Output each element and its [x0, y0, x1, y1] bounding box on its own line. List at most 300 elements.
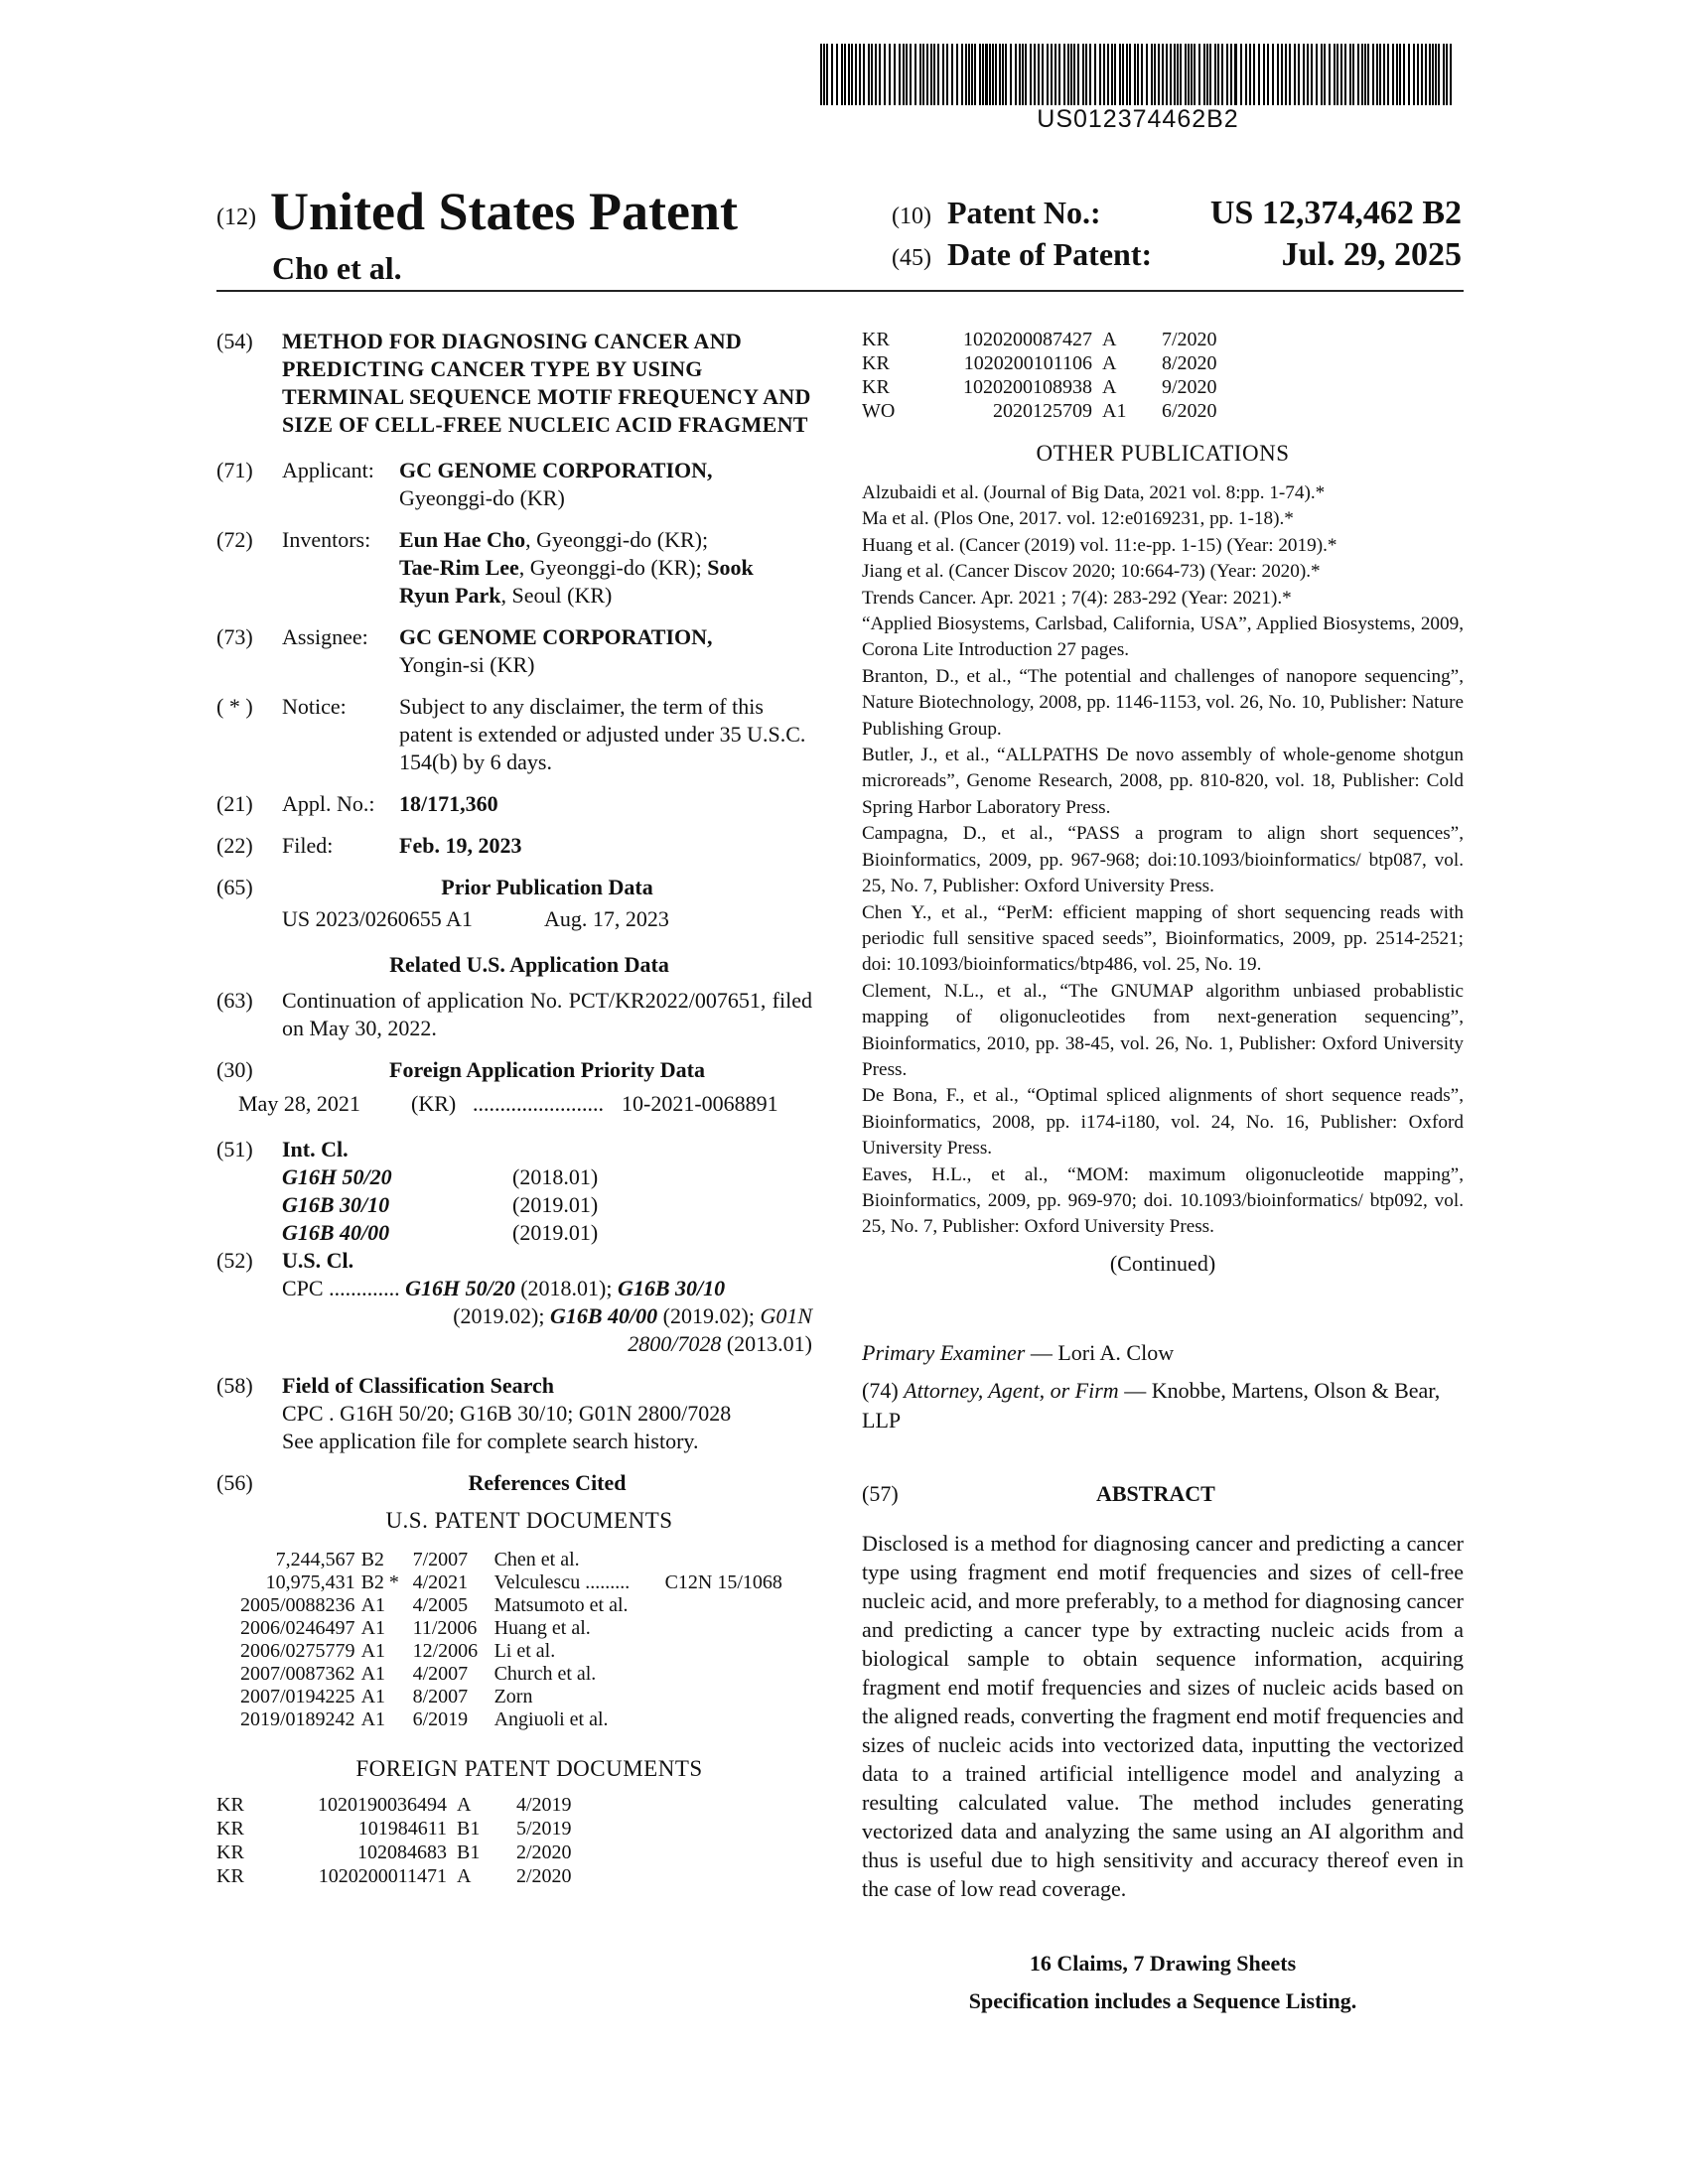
barcode-bar: [1122, 44, 1124, 105]
code-22: (22): [216, 833, 253, 858]
patent-type-title: United States Patent: [269, 182, 738, 241]
barcode-bar: [1321, 44, 1323, 105]
ref-date: 5/2019: [516, 1818, 572, 1840]
barcode-bar: [1399, 44, 1401, 105]
barcode-bar: [1221, 44, 1223, 105]
barcode-bar: [1209, 44, 1211, 105]
claims-summary: 16 Claims, 7 Drawing Sheets: [1029, 1950, 1297, 1976]
ref-kind: A: [1102, 376, 1117, 398]
barcode-bar: [1170, 44, 1172, 105]
table-row: [216, 1864, 572, 1888]
barcode-bar: [1417, 44, 1419, 105]
ref-kind: A: [1102, 329, 1117, 350]
ref-date: 6/2020: [1162, 400, 1217, 422]
ref-number: 2007/0087362: [240, 1663, 355, 1685]
ref-kind: B2 *: [360, 1571, 399, 1593]
ref-number: 2020125709: [993, 400, 1092, 422]
list-item: “Applied Biosystems, Carlsbad, California, USA”, Applied Biosystems, 2009, Corona Lite Introduction 27 pages.: [862, 614, 1464, 661]
filed-label: Filed:: [282, 833, 334, 858]
header-right: [892, 195, 1462, 278]
code-21: (21): [216, 791, 253, 816]
barcode-bar: [841, 44, 843, 105]
barcode-bar: [1185, 44, 1187, 105]
cpc-dots: .............: [329, 1276, 400, 1300]
ref-name: Chen et al.: [493, 1549, 580, 1570]
code-notice: ( * ): [216, 694, 253, 719]
inventor-3-b: Ryun Park: [399, 583, 501, 608]
barcode-bar: [1285, 44, 1287, 105]
list-item: Chen Y., et al., “PerM: efficient mapping of short sequencing reads with periodic full sensitive spaced seeds”, Bioinformatics, 2009, pp. 2514-2521; doi: 10.1093/bioinformatics/btp486, vol. 25, No. 19.: [862, 901, 1464, 976]
priority-date: May 28, 2021: [238, 1091, 360, 1116]
barcode-bar: [965, 44, 967, 105]
barcode-bar: [1403, 44, 1405, 105]
barcode-bar: [1154, 44, 1156, 105]
barcode-bar: [855, 44, 857, 105]
barcode-bar: [956, 44, 958, 105]
sequence-listing-note: Specification includes a Sequence Listing.: [968, 1987, 1357, 2013]
barcode-bar: [1058, 44, 1060, 105]
barcode-bar: [1126, 44, 1128, 105]
table-row: [240, 1617, 788, 1640]
assignee-location: Yongin-si (KR): [399, 652, 535, 677]
table-row: [240, 1708, 788, 1731]
barcode-bar: [1051, 44, 1053, 105]
inventors: [399, 526, 812, 610]
attorney-label: Attorney, Agent, or Firm: [904, 1377, 1119, 1403]
barcode-bar: [926, 44, 928, 105]
barcode-bar: [1082, 44, 1084, 105]
barcode-bar: [1340, 44, 1342, 105]
field-63: [216, 987, 812, 1042]
barcode-bar: [868, 44, 870, 105]
ref-name: Angiuoli et al.: [493, 1708, 609, 1730]
ref-class: [665, 1663, 788, 1686]
int-cl-version: (2018.01): [512, 1164, 599, 1189]
barcode-bar: [992, 44, 994, 105]
inventor-1: Eun Hae Cho: [399, 527, 526, 552]
barcode-bar: [1383, 44, 1385, 105]
ref-number: 7,244,567: [275, 1549, 355, 1570]
code-74: (74): [862, 1377, 899, 1403]
prior-pub-heading: Prior Publication Data: [441, 875, 653, 899]
table-row: [862, 399, 1217, 423]
int-cl-version: (2019.01): [512, 1220, 599, 1245]
barcode-bar: [1446, 44, 1448, 105]
ref-country: KR: [862, 329, 890, 350]
barcode-bar: [884, 44, 886, 105]
barcode-bar: [1070, 44, 1072, 105]
code-54: (54): [216, 329, 253, 353]
ref-number: 2006/0246497: [240, 1617, 355, 1639]
ref-number: 1020190036494: [318, 1794, 447, 1816]
barcode-bar: [863, 44, 865, 105]
barcode-bar: [1413, 44, 1415, 105]
appl-no: 18/171,360: [399, 791, 498, 816]
ref-number: 1020200011471: [318, 1865, 447, 1887]
list-item: Clement, N.L., et al., “The GNUMAP algorithm unbiased probablistic mapping of oligonucleotides from next-generation sequencing”, Bioinformatics, 2010, pp. 38-45, vol. 26, No. 1, Publisher: Oxford University Press.: [862, 980, 1464, 1080]
barcode-bar: [1289, 44, 1291, 105]
int-cl-row: [282, 1163, 812, 1191]
authors: Cho et al.: [272, 249, 402, 286]
table-row: [240, 1594, 788, 1617]
field-58: [216, 1372, 812, 1455]
barcode-bar: [1263, 44, 1265, 105]
barcode-bar: [1387, 44, 1389, 105]
barcode-number: US012374462B2: [1037, 105, 1239, 133]
list-item: Branton, D., et al., “The potential and challenges of nanopore sequencing”, Nature Biotechnology, 2008, pp. 1146-1153, vol. 26, No. 10, Publisher: Nature Publishing Group.: [862, 665, 1464, 740]
int-cl-row: [282, 1219, 812, 1247]
inventor-2: Tae-Rim Lee: [399, 555, 519, 580]
abstract-text: Disclosed is a method for diagnosing cancer and predicting a cancer type using fragment end motif frequencies and sizes of cell-free nucleic acid, and more preferably, to a method for diagnosing cancer and predicting a cancer type by extracting nucleic acids from a biological sample to obtain sequence information, acquiring fragment end motif frequencies and sizes of nucleic acids based on the aligned reads, converting the fragment end motif frequencies and sizes of nucleic acids into vectorized data, inputting the vectorized data to a trained artificial intelligence model and analyzing a resulting calculated value. The method includes generating vectorized data and analyzing the same using an AI algorithm and thus is useful due to high sensitivity and accuracy thereof even in the case of low read coverage.: [862, 1530, 1464, 1901]
barcode-bar: [1249, 44, 1251, 105]
foreign-docs-table-cont: [862, 328, 1217, 423]
ref-date: 12/2006: [412, 1640, 479, 1662]
list-item: Campagna, D., et al., “PASS a program to align short sequences”, Bioinformatics, 2009, pp. 967-968; doi:10.1093/bioinformatics/ btp087, vol. 25, No. 7, Publisher: Oxford University Press.: [862, 823, 1464, 897]
barcode-bar: [1203, 44, 1205, 105]
barcode-bar: [910, 44, 912, 105]
patent-number: US 12,374,462 B2: [1209, 195, 1462, 231]
list-item: Ma et al. (Plos One, 2017. vol. 12:e0169231, pp. 1-18).*: [862, 508, 1294, 530]
barcode-bar: [1217, 44, 1219, 105]
ref-class: [665, 1594, 788, 1617]
references-heading: References Cited: [468, 1470, 627, 1495]
prior-pub-row: [282, 905, 812, 933]
inventor-3-location: , Seoul (KR): [500, 583, 613, 608]
cpc-version-2: (2019.02);: [453, 1303, 545, 1328]
barcode-bar: [930, 44, 932, 105]
barcode-bar: [1174, 44, 1176, 105]
ref-date: 8/2007: [412, 1686, 469, 1707]
ref-date: 6/2019: [412, 1708, 469, 1730]
foreign-docs-table: [216, 1793, 572, 1888]
barcode-bar: [906, 44, 908, 105]
prior-pub-date: Aug. 17, 2023: [544, 906, 669, 931]
code-65: (65): [216, 875, 253, 899]
barcode-bar: [1129, 44, 1131, 105]
cpc-code-1: G16H 50/20: [405, 1276, 515, 1300]
barcode-bar: [894, 44, 896, 105]
barcode-bar: [1435, 44, 1437, 105]
list-item: Huang et al. (Cancer (2019) vol. 11:e-pp. 1-15) (Year: 2019).*: [862, 534, 1337, 556]
barcode-bar: [1010, 44, 1012, 105]
barcode-bar: [1349, 44, 1351, 105]
abstract-heading-row: [862, 1481, 1464, 1507]
barcode-bar: [1334, 44, 1336, 105]
ref-date: 2/2020: [516, 1865, 572, 1887]
ref-date: 4/2005: [412, 1594, 469, 1616]
ref-name: Velculescu .........: [493, 1571, 631, 1593]
barcode-bar: [1336, 44, 1338, 105]
list-item: Butler, J., et al., “ALLPATHS De novo assembly of whole-genome shotgun microreads”, Genome Research, 2008, pp. 810-820, vol. 18, Publisher: Cold Spring Harbor Laboratory Press.: [862, 745, 1464, 818]
ref-kind: A: [457, 1794, 472, 1816]
int-cl-heading: Int. Cl.: [282, 1137, 349, 1161]
ref-date: 4/2019: [516, 1794, 572, 1816]
ref-kind: A: [457, 1865, 472, 1887]
barcode-bar: [1324, 44, 1326, 105]
table-row: [240, 1549, 788, 1571]
barcode-bar: [903, 44, 905, 105]
int-cl-code: G16H 50/20: [282, 1164, 392, 1189]
applicant-location: Gyeonggi-do (KR): [399, 485, 565, 510]
barcode-bar: [1077, 44, 1079, 105]
barcode-bar: [1357, 44, 1359, 105]
ref-kind: B2: [360, 1549, 384, 1570]
barcode-bar: [1047, 44, 1049, 105]
barcode-bar: [1294, 44, 1296, 105]
barcode-bar: [985, 44, 988, 105]
barcode-bar: [919, 44, 921, 105]
table-row: [240, 1640, 788, 1663]
ref-kind: A: [1102, 352, 1117, 374]
list-item: Trends Cancer. Apr. 2021 ; 7(4): 283-292 (Year: 2021).*: [862, 587, 1292, 609]
barcode-bar: [1002, 44, 1004, 105]
table-row: [862, 375, 1217, 399]
field-71: [216, 457, 812, 512]
barcode-bar: [1019, 44, 1021, 105]
field-72: [216, 526, 812, 610]
barcode-bar: [875, 44, 877, 105]
code-30: (30): [216, 1057, 253, 1082]
field-30: [216, 1056, 812, 1084]
ref-name: Huang et al.: [493, 1617, 591, 1639]
barcode-bar: [1038, 44, 1040, 105]
table-row: [216, 1841, 572, 1864]
barcode-bar: [1230, 44, 1232, 105]
field-56: [216, 1469, 812, 1497]
barcode-bar: [1025, 44, 1027, 105]
ref-number: 1020200087427: [963, 329, 1092, 350]
invention-title: METHOD FOR DIAGNOSING CANCER AND PREDICTING CANCER TYPE BY USING TERMINAL SEQUENCE MOTIF FREQUENCY AND SIZE OF CELL-FREE NUCLEIC ACID FRAGMENT: [282, 329, 811, 437]
barcode-bar: [1042, 44, 1044, 105]
barcode-bar: [1438, 44, 1440, 105]
barcode-bar: [844, 44, 846, 105]
barcode-bar: [1408, 44, 1410, 105]
barcode: [820, 44, 1456, 105]
ref-class: [665, 1549, 788, 1571]
code-56: (56): [216, 1470, 253, 1495]
patent-number-label: Patent No.:: [947, 195, 1101, 230]
ref-kind: B1: [457, 1818, 481, 1840]
notice-text: Subject to any disclaimer, the term of this patent is extended or adjusted under 35 U.S.C. 154(b) by 6 days.: [399, 694, 806, 774]
list-item: De Bona, F., et al., “Optimal spliced alignments of short sequence reads”, Bioinformatics, 2008, pp. i174-i180, vol. 24, No. 16, Publisher: Oxford University Press.: [862, 1085, 1464, 1160]
assignee-label: Assignee:: [282, 624, 368, 649]
barcode-bar: [1307, 44, 1309, 105]
barcode-bar: [1281, 44, 1283, 105]
ref-class: [665, 1617, 788, 1640]
barcode-bar: [1245, 44, 1247, 105]
barcode-bar: [1073, 44, 1075, 105]
ref-name: Matsumoto et al.: [493, 1594, 629, 1616]
barcode-bar: [820, 44, 822, 105]
barcode-bar: [1114, 44, 1116, 105]
cpc-version-1: (2018.01);: [520, 1276, 613, 1300]
applicant-label: Applicant:: [282, 458, 374, 482]
barcode-bar: [826, 44, 828, 105]
int-cl-code: G16B 30/10: [282, 1192, 390, 1217]
barcode-bar: [974, 44, 976, 105]
barcode-bar: [995, 44, 997, 105]
table-row: [240, 1686, 788, 1708]
barcode-bar: [1253, 44, 1255, 105]
code-45: (45): [892, 245, 931, 271]
us-cl-heading: U.S. Cl.: [282, 1248, 354, 1273]
barcode-bar: [1063, 44, 1065, 105]
patent-date: Jul. 29, 2025: [1281, 236, 1462, 273]
ref-name: Zorn: [493, 1686, 533, 1707]
ref-date: 4/2021: [412, 1571, 469, 1593]
barcode-bar: [1450, 44, 1452, 105]
barcode-bar: [971, 44, 973, 105]
foreign-priority-row: [238, 1090, 812, 1118]
field-notice: [216, 693, 812, 776]
ref-country: KR: [216, 1842, 244, 1863]
barcode-bar: [1188, 44, 1190, 105]
barcode-bar: [914, 44, 916, 105]
barcode-bar: [889, 44, 891, 105]
ref-class: C12N 15/1068: [664, 1571, 782, 1593]
code-71: (71): [216, 458, 253, 482]
list-item: Jiang et al. (Cancer Discov 2020; 10:664-73) (Year: 2020).*: [862, 561, 1321, 583]
barcode-bar: [1364, 44, 1366, 105]
list-item: Alzubaidi et al. (Journal of Big Data, 2021 vol. 8:pp. 1-74).*: [862, 482, 1326, 503]
ref-country: KR: [862, 376, 890, 398]
barcode-bar: [1191, 44, 1193, 105]
table-row: [216, 1817, 572, 1841]
field-73: [216, 623, 812, 679]
barcode-bar: [848, 44, 850, 105]
barcode-bar: [1344, 44, 1346, 105]
barcode-bar: [1206, 44, 1208, 105]
barcode-bar: [1376, 44, 1378, 105]
priority-dots: ........................: [473, 1091, 604, 1116]
barcode-bar: [968, 44, 970, 105]
barcode-bar: [1258, 44, 1260, 105]
cpc-code-2: G16B 30/10: [617, 1276, 726, 1300]
ref-kind: A1: [360, 1640, 386, 1662]
table-row: [862, 351, 1217, 375]
barcode-bar: [1214, 44, 1216, 105]
barcode-bar: [1311, 44, 1313, 105]
ref-name: Church et al.: [493, 1663, 597, 1685]
code-12: (12): [216, 204, 256, 230]
code-51: (51): [216, 1137, 253, 1161]
code-52: (52): [216, 1248, 253, 1273]
ref-date: 8/2020: [1162, 352, 1217, 374]
inventor-3-a: Sook: [707, 555, 754, 580]
ref-class: [665, 1708, 788, 1731]
ref-name: Li et al.: [493, 1640, 556, 1662]
ref-kind: A1: [360, 1708, 386, 1730]
barcode-bar: [1151, 44, 1153, 105]
barcode-bar: [999, 44, 1001, 105]
barcode-bar: [1137, 44, 1139, 105]
barcode-bar: [989, 44, 991, 105]
examiner-label: Primary Examiner: [862, 1339, 1026, 1365]
barcode-bar: [831, 44, 833, 105]
barcode-bar: [1134, 44, 1136, 105]
ref-country: KR: [216, 1865, 244, 1887]
ref-kind: B1: [457, 1842, 481, 1863]
barcode-bar: [1067, 44, 1069, 105]
ref-kind: A1: [360, 1663, 386, 1685]
foreign-docs-heading: FOREIGN PATENT DOCUMENTS: [355, 1756, 703, 1781]
foreign-priority-heading: Foreign Application Priority Data: [389, 1057, 705, 1082]
barcode-bar: [859, 44, 861, 105]
barcode-bar: [1022, 44, 1024, 105]
barcode-bar: [836, 44, 838, 105]
barcode-bar: [961, 44, 963, 105]
field-21: [216, 790, 812, 818]
barcode-bar: [1141, 44, 1143, 105]
code-10: (10): [892, 204, 931, 229]
barcode-bar: [1429, 44, 1431, 105]
other-pubs-list: [862, 480, 1464, 1241]
list-item: Eaves, H.L., et al., “MOM: maximum oligonucleotide mapping”, Bioinformatics, 2009, pp. 969-970; doi. 10.1093/bioinformatics/ btp092, vol. 25, No. 7, Publisher: Oxford University Press.: [862, 1163, 1464, 1238]
ref-date: 7/2020: [1162, 329, 1217, 350]
related-heading: Related U.S. Application Data: [389, 952, 669, 977]
ref-class: [665, 1640, 788, 1663]
inventors-label: Inventors:: [282, 527, 371, 552]
table-row: [862, 328, 1217, 351]
barcode-bar: [1089, 44, 1091, 105]
cpc-code-4b: 2800/7028: [628, 1331, 722, 1356]
int-cl-version: (2019.01): [512, 1192, 599, 1217]
barcode-bar: [1177, 44, 1179, 105]
us-docs-table: [240, 1549, 788, 1731]
barcode-bar: [1158, 44, 1160, 105]
right-column: [862, 328, 1464, 2014]
barcode-bar: [899, 44, 901, 105]
continuation-text: Continuation of application No. PCT/KR2022/007651, filed on May 30, 2022.: [282, 988, 812, 1040]
examiner-block: [862, 1338, 1464, 1435]
barcode-bar: [951, 44, 953, 105]
ref-kind: A1: [1102, 400, 1127, 422]
barcode-bar: [1055, 44, 1056, 105]
ref-country: KR: [862, 352, 890, 374]
applicant-name: GC GENOME CORPORATION,: [399, 458, 713, 482]
barcode-bar: [1425, 44, 1427, 105]
search-field-note: See application file for complete search history.: [282, 1429, 699, 1453]
ref-kind: A1: [360, 1617, 386, 1639]
cpc-code-3: G16B 40/00: [549, 1303, 658, 1328]
barcode-bar: [1005, 44, 1007, 105]
barcode-bar: [1146, 44, 1148, 105]
code-57: (57): [862, 1480, 899, 1506]
barcode-bar: [1240, 44, 1242, 105]
ref-kind: A1: [360, 1594, 386, 1616]
field-51: [216, 1136, 812, 1247]
barcode-bar: [1034, 44, 1036, 105]
barcode-bar: [1316, 44, 1318, 105]
code-58: (58): [216, 1373, 253, 1398]
barcode-bar: [922, 44, 924, 105]
continued-note: (Continued): [1109, 1250, 1216, 1276]
field-22: [216, 832, 812, 860]
appl-no-label: Appl. No.:: [282, 791, 375, 816]
barcode-bar: [946, 44, 948, 105]
barcode-bar: [1303, 44, 1305, 105]
barcode-bar: [1194, 44, 1196, 105]
cpc-version-4: (2013.01): [726, 1331, 812, 1356]
search-field-heading: Field of Classification Search: [282, 1373, 554, 1398]
barcode-bar: [982, 44, 984, 105]
barcode-bar: [979, 44, 981, 105]
inventor-2-location: , Gyeonggi-do (KR);: [518, 555, 702, 580]
field-54: [216, 328, 812, 439]
barcode-bar: [937, 44, 939, 105]
barcode-bar: [1119, 44, 1121, 105]
barcode-bar: [1162, 44, 1164, 105]
